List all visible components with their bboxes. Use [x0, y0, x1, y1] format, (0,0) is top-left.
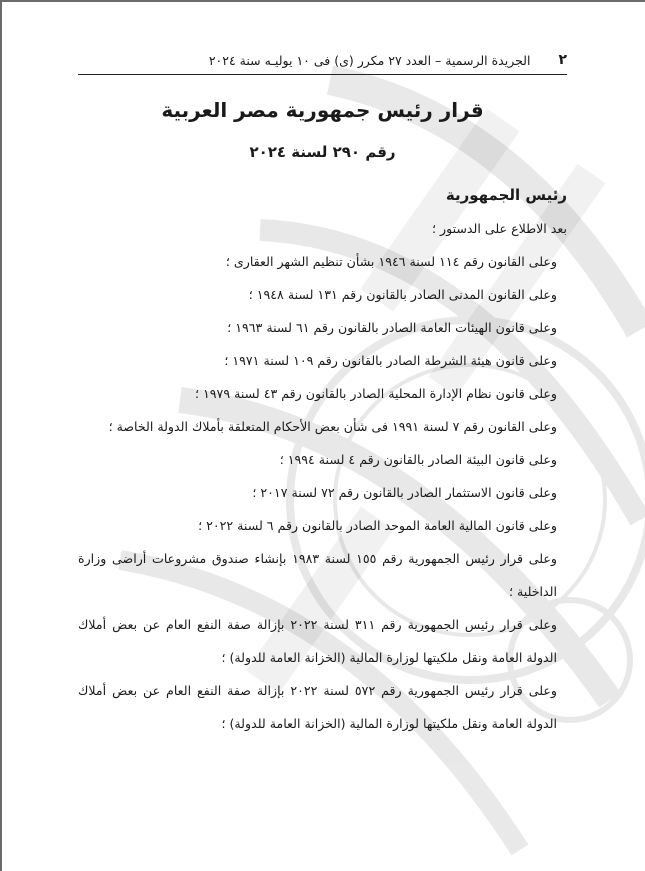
preamble-line: وعلى قرار رئيس الجمهورية رقم ١٥٥ لسنة ١٩٨٣ بإنشاء صندوق مشروعات أراضى وزارة الداخلية ؛	[78, 551, 557, 599]
preamble-line: وعلى القانون المدنى الصادر بالقانون رقم ١٣١ لسنة ١٩٤٨ ؛	[248, 287, 557, 302]
preamble-line: وعلى قرار رئيس الجمهورية رقم ٣١١ لسنة ٢٠٢٢ بإزالة صفة النفع العام عن بعض أملاك الدولة العامة ونقل ملكيتها لوزارة المالية (الخزانة العامة للدولة) ؛	[78, 617, 558, 665]
decree-body	[78, 178, 567, 740]
preamble-line: وعلى قانون الهيئات العامة الصادر بالقانون رقم ٦١ لسنة ١٩٦٣ ؛	[227, 320, 557, 335]
issuer-heading: رئيس الجمهورية	[445, 186, 567, 204]
page-number: ٢	[558, 52, 567, 68]
decree-title: قرار رئيس جمهورية مصر العربية	[161, 98, 484, 122]
preamble-line: وعلى قانون المالية العامة الموحد الصادر بالقانون رقم ٦ لسنة ٢٠٢٢ ؛	[198, 518, 557, 533]
preamble-line: وعلى القانون رقم ١١٤ لسنة ١٩٤٦ بشأن تنظيم الشهر العقارى ؛	[225, 254, 557, 269]
preamble-line: وعلى قانون الاستثمار الصادر بالقانون رقم ٧٢ لسنة ٢٠١٧ ؛	[252, 485, 557, 500]
preamble-line: وعلى القانون رقم ٧ لسنة ١٩٩١ فى شأن بعض الأحكام المتعلقة بأملاك الدولة الخاصة ؛	[108, 419, 557, 434]
decree-number: رقم ٢٩٠ لسنة ٢٠٢٤	[249, 143, 396, 161]
page-header	[78, 46, 567, 75]
preamble-line: بعد الاطلاع على الدستور ؛	[431, 221, 567, 236]
preamble-line: وعلى قرار رئيس الجمهورية رقم ٥٧٢ لسنة ٢٠٢٢ بإزالة صفة النفع العام عن بعض أملاك الدولة العامة ونقل ملكيتها لوزارة المالية (الخزانة العامة للدولة) ؛	[78, 683, 558, 731]
preamble-line: وعلى قانون هيئة الشرطة الصادر بالقانون رقم ١٠٩ لسنة ١٩٧١ ؛	[224, 353, 557, 368]
preamble-line: وعلى قانون البيئة الصادر بالقانون رقم ٤ لسنة ١٩٩٤ ؛	[279, 452, 557, 467]
gazette-header-text: الجريدة الرسمية – العدد ٢٧ مكرر (ى) فى ١٠ يوليـه سنة ٢٠٢٤	[208, 52, 531, 68]
preamble-line: وعلى قانون نظام الإدارة المحلية الصادر بالقانون رقم ٤٣ لسنة ١٩٧٩ ؛	[195, 386, 557, 401]
